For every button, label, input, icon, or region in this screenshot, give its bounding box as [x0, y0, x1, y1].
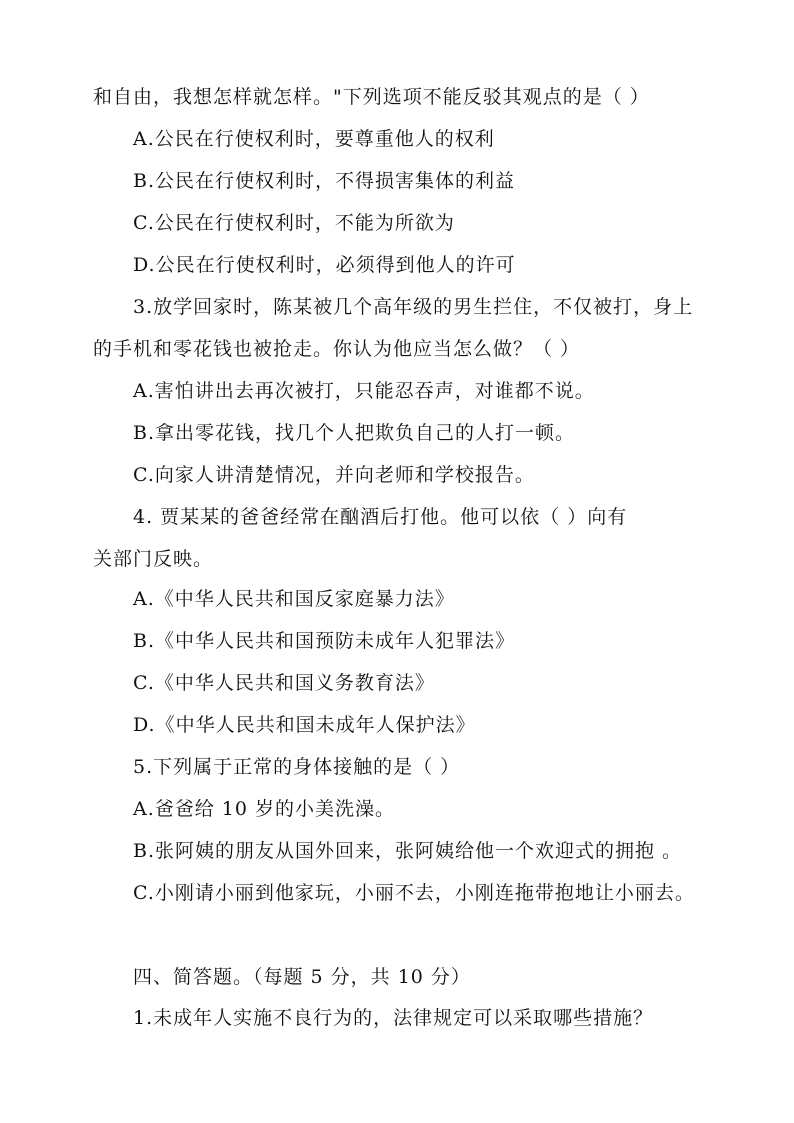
- section-4-heading: 四、简答题。（每题 5 分，共 10 分）: [133, 966, 471, 988]
- question-2-option-a: A.公民在行使权利时，要尊重他人的权利: [133, 128, 495, 150]
- section-4-question-1: 1.未成年人实施不良行为的，法律规定可以采取哪些措施？: [133, 1007, 654, 1029]
- question-3-option-c: C.向家人讲清楚情况，并向老师和学校报告。: [133, 464, 535, 486]
- question-3-stem-line-2: 的手机和零花钱也被抢走。你认为他应当怎么做？（ ）: [93, 338, 581, 360]
- question-2-option-b: B.公民在行使权利时，不得损害集体的利益: [133, 170, 516, 192]
- question-5-option-c: C.小刚请小丽到他家玩，小丽不去，小刚连拖带抱地让小丽去。: [133, 882, 695, 904]
- question-2-option-c: C.公民在行使权利时，不能为所欲为: [133, 212, 455, 234]
- question-4-option-d: D.《中华人民共和国未成年人保护法》: [133, 714, 476, 736]
- question-4-stem-line-1: 4. 贾某某的爸爸经常在酗酒后打他。他可以依（ ）向有: [133, 506, 628, 528]
- question-3-option-a: A.害怕讲出去再次被打，只能忍吞声，对谁都不说。: [133, 380, 595, 402]
- question-4-option-b: B.《中华人民共和国预防未成年人犯罪法》: [133, 630, 516, 652]
- question-4-option-c: C.《中华人民共和国义务教育法》: [133, 672, 435, 694]
- question-2-stem-continuation: 和自由，我想怎样就怎样。"下列选项不能反驳其观点的是（ ）: [93, 86, 650, 108]
- question-3-stem-line-1: 3.放学回家时，陈某被几个高年级的男生拦住，不仅被打，身上: [133, 296, 694, 318]
- question-5-option-b: B.张阿姨的朋友从国外回来，张阿姨给他一个欢迎式的拥抱 。: [133, 840, 683, 862]
- question-4-stem-line-2: 关部门反映。: [93, 548, 214, 570]
- question-3-option-b: B.拿出零花钱，找几个人把欺负自己的人打一顿。: [133, 422, 576, 444]
- question-5-option-a: A.爸爸给 10 岁的小美洗澡。: [133, 798, 396, 820]
- question-4-option-a: A.《中华人民共和国反家庭暴力法》: [133, 588, 455, 610]
- question-2-option-d: D.公民在行使权利时，必须得到他人的许可: [133, 254, 516, 276]
- question-5-stem: 5.下列属于正常的身体接触的是（ ）: [133, 756, 461, 778]
